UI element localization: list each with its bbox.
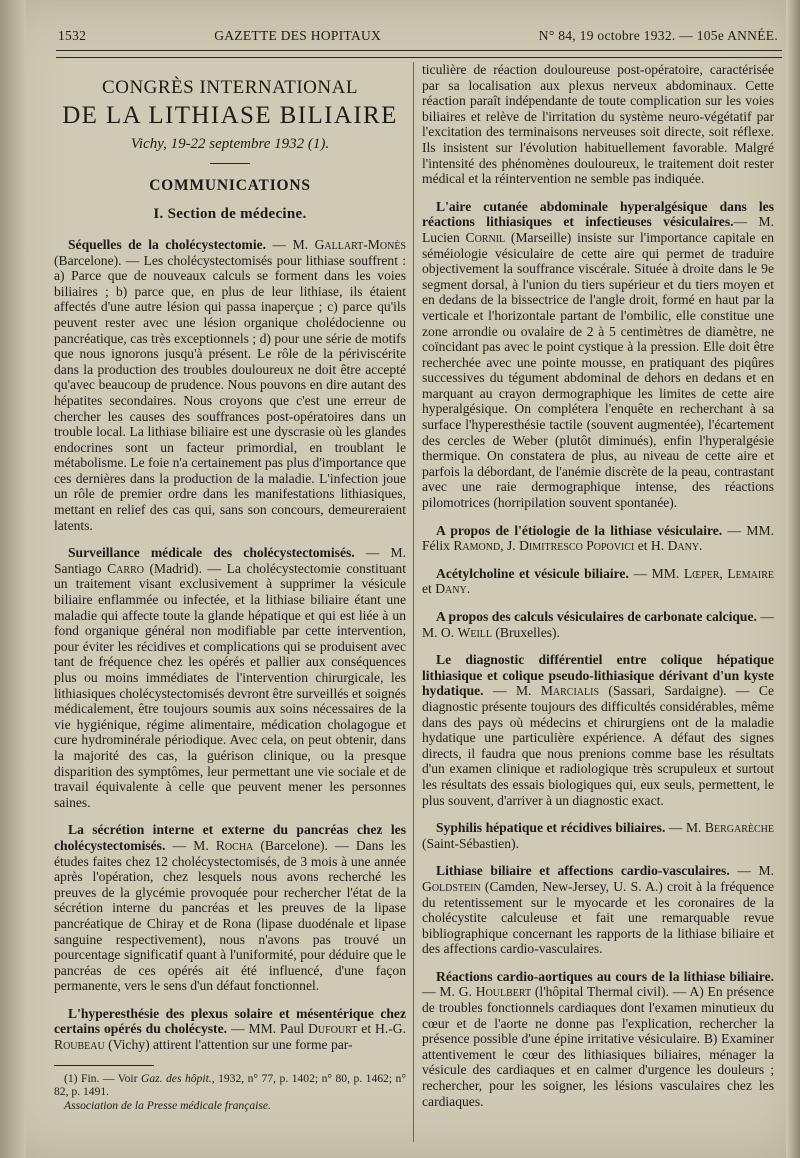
text-run: — M. G.	[422, 984, 476, 1000]
author-name: Houlbert	[475, 984, 532, 1000]
paragraph-title: Lithiase biliaire et affections cardio-vasculaires.	[436, 863, 730, 879]
text-run: — MM. Félix	[422, 522, 774, 554]
author-name: Goldstein	[422, 878, 481, 894]
author-name: Roubeau	[54, 1037, 105, 1053]
communications-heading: COMMUNICATIONS	[149, 176, 311, 194]
author-name: Dany	[667, 538, 700, 554]
paragraph-title: L'aire cutanée abdominale hyperalgésique dans les réactions lithiasiques et infectieuses vésiculaires.	[422, 198, 774, 230]
text-run: — M.	[483, 683, 541, 699]
text-run: (Bruxelles).	[492, 624, 560, 640]
paragraph-body: (Madrid). — La cholécystectomie constituant un traitement visant exclusivement à supprimer la vésicule biliaire enflammée ou infectée, et la lithiase biliaire étant une maladie qui affecte toute la glande hépatique et qui est liée à un fond organique général non modifiable par cette intervention, pour éviter les récidives et complications qui se produisent avec tant de fréquence chez les opérés et pallier aux conséquences plus ou moins immédiates de l'intervention chirurgicale, les lithiasiques cholécystectomisés devront être surveillés et soignés médicalement, être toujours soumis aux soins nécessaires de la vie hygiénique, régime alimentaire, médication cholagogue et cure hydrominérale périodique. Avec cela, on peut obtenir, dans la majorité des cas, la guérison clinique, ou la presque disparition des symptômes, leur permettant une vie sociale et de travail équivalente à celle que peuvent mener les personnes saines.	[54, 560, 406, 810]
journal-abbrev: Gaz. des hôpit.	[140, 1071, 212, 1085]
author-name: Rocha	[215, 837, 254, 853]
text-run: , 1932, n° 77, p. 1402; n° 80, p. 1462; n° 82, p. 1491.	[54, 1071, 406, 1099]
header-rule	[56, 50, 782, 51]
congress-date: Vichy, 19-22 septembre 1932 (1).	[130, 136, 330, 153]
paragraph-aire-cutanee	[422, 199, 774, 511]
section-heading: I. Section de médecine.	[153, 206, 307, 223]
footnote-rule	[54, 1065, 154, 1066]
text-run: — M. Lucien	[422, 214, 774, 245]
paragraph-etiologie	[422, 523, 774, 554]
author-name: Cornil	[465, 229, 506, 245]
author-name: Gallart-Monès	[314, 236, 406, 252]
paragraph-title: Syphilis hépatique et récidives biliaires.	[436, 820, 666, 836]
paragraph-body: (l'hôpital Thermal civil). — A) En présence de troubles fonctionnels cardiaques dont l'examen minutieux du cœur et de l'aorte ne donne pas l'explication, rechercher la présence possible d'une épine irritative vésiculaire. B) Examiner attentivement le cœur des lithiasiques biliaires, ménager la vésicule des cardiaques et en calmer d'urgence les douleurs ; rechercher, pour les soigner, les lésions vasculaires chez les cardiaques.	[422, 984, 775, 1109]
page-edge-right	[786, 0, 800, 1158]
footnote	[54, 1072, 406, 1113]
text-run: — M.	[266, 236, 315, 252]
running-header	[58, 28, 778, 44]
paragraph-sequelles	[54, 237, 406, 533]
page-edge-left	[0, 0, 26, 1158]
paragraph-diagnostic	[422, 652, 774, 808]
paragraph-hyperesthesie	[54, 1006, 406, 1053]
text-run: — M.	[729, 863, 774, 879]
header-rule-thin	[56, 57, 782, 58]
text-run: et	[422, 581, 436, 597]
text-run: , J.	[500, 538, 520, 554]
text-run: .	[699, 538, 703, 554]
paragraph-title: Séquelles de la cholécystectomie.	[68, 236, 267, 252]
column-divider	[413, 62, 414, 1142]
paragraph-title: A propos des calculs vésiculaires de carbonate calcique.	[436, 609, 757, 624]
text-run: (Saint-Sébastien).	[422, 835, 520, 851]
paragraph-title: La sécrétion interne et externe du pancréas chez les cholécystectomisés.	[54, 822, 406, 853]
page-number: 1532	[58, 28, 87, 43]
footnote-reference	[54, 1072, 406, 1099]
text-run: — M. Santiago	[54, 545, 406, 576]
text-run: — M.	[165, 837, 216, 853]
paragraph-body: (Camden, New-Jersey, U. S. A.) croit à la fréquence du retentissement sur le myocarde et les coronaires de la cholécystite calculeuse et fait une remarquable revue bibliographique concernant les rapports de la lithiase biliaire et des affections cardio-vasculaires.	[422, 878, 774, 957]
text-run: — MM. Paul	[227, 1021, 309, 1037]
author-name: Lœper, Lemaire	[683, 565, 775, 581]
author-name: Carro	[107, 560, 144, 576]
paragraph-title: A propos de l'étiologie de la lithiase vésiculaire.	[436, 522, 723, 538]
journal-title: GAZETTE DES HOPITAUX	[214, 28, 382, 43]
author-name: Bergarèche	[704, 820, 774, 836]
text-run: — MM.	[628, 565, 684, 581]
issue-info: N° 84, 19 octobre 1932. — 105e ANNÉE.	[538, 28, 778, 43]
text-run: (1) Fin. — Voir	[64, 1071, 141, 1085]
congress-heading: CONGRÈS INTERNATIONAL	[102, 77, 358, 98]
paragraph-cardio-aortiques	[422, 969, 774, 1109]
paragraph-body: (Sassari, Sardaigne). — Ce diagnostic présente toujours des difficultés considérables, même dans des pays où médecins et chirurgiens ont de la maladie hydatique une particulière expérience. A défaut des signes directs, il faudra que nous prenions comme base les résultats d'un examen clinique et radiologique très scrupuleux et surtout les résultats des essais biologiques qui, eux seuls, permettent, le plus souvent, d'arriver à un diagnostic exact.	[422, 683, 774, 808]
paragraph-calculs	[422, 609, 774, 640]
text-run: et H.	[634, 538, 668, 554]
paragraph-surveillance	[54, 545, 406, 810]
text-run: .	[466, 581, 471, 597]
paragraph-syphilis	[422, 820, 774, 851]
text-run: et H.-G.	[357, 1021, 406, 1037]
paragraph-title: Réactions cardio-aortiques au cours de la lithiase biliaire.	[436, 968, 774, 984]
paragraph-body: (Vichy) attirent l'attention sur une forme par-	[104, 1037, 353, 1053]
paragraph-title: L'hyperesthésie des plexus solaire et mésentérique chez certains opérés du cholécyste.	[54, 1005, 406, 1037]
author-name: Weill	[457, 624, 492, 640]
text-run: — M.	[665, 820, 705, 836]
paragraph-continuation: ticulière de réaction douloureuse post-opératoire, caractérisée par sa localisation aux plexus nerveux abdominaux. Cette réaction paraît indépendante de toute complication sur les voies biliaires et relève de l'irritation du système neuro-végétatif par l'excitation des terminaisons nerveuses soit directe, soit réflexe. Ils insistent sur l'évolution habituellement favorable. Malgré l'intensité des phénomènes douloureux, le traitement doit rester médical et la réintervention ne semble pas indiquée.	[422, 62, 774, 187]
paragraph-pancreas	[54, 822, 406, 994]
right-column	[422, 62, 774, 1109]
author-name: Ramond	[453, 538, 501, 554]
author-name: Marcialis	[540, 683, 600, 699]
paragraph-title: Le diagnostic différentiel entre colique hépatique lithiasique et colique pseudo-lithiasique dérivant d'un kyste hydatique.	[422, 652, 774, 699]
short-divider	[210, 163, 250, 164]
congress-title: DE LA LITHIASE BILIAIRE	[62, 101, 398, 129]
paragraph-cardio-vasculaires	[422, 863, 774, 957]
author-name: Dany	[435, 581, 467, 597]
footnote-association: Association de la Presse médicale française.	[64, 1098, 271, 1112]
paragraph-body: (Barcelone). — Dans les études faites chez 12 cholécystectomisés, de 3 mois à une année après l'opération, chez lesquels nous avons recherché les preuves de la glycémie provoquée pour rechercher l'état de la sécrétion interne du pancréas et les preuves de la lipase pancréatique de Chiray et de Rona (lipase duodénale et lipase sanguine respectivement), nous n'avons pas trouvé un pourcentage significatif quant à l'uniformité, pour déduire que le pancréas de ces opérés ait été influencé, d'une façon permanente, vers le sens d'un défaut fonctionnel.	[54, 837, 406, 994]
author-name: Dimitresco Popovici	[519, 538, 635, 554]
left-column	[54, 62, 406, 1112]
paragraph-title: Acétylcholine et vésicule biliaire.	[436, 565, 629, 581]
paragraph-title: Surveillance médicale des cholécystectomisés.	[68, 545, 355, 561]
author-name: Dufourt	[308, 1021, 358, 1037]
text-run: — M. O.	[422, 609, 774, 640]
paragraph-body: (Barcelone). — Les cholécystectomisés pour lithiase souffrent : a) Parce que de nouveaux calculs se forment dans les voies biliaires ; b) parce que, en plus de leur lithiase, ils étaient affectés d'une autre lésion qui passa inaperçue ; c) parce qu'ils peuvent rester avec une lésion organique cholédocienne ou pancréatique, cas très exceptionnels ; d) pour une série de motifs que nous ignorons jusqu'à présent. Le rôle de la périviscérite dans la production des troubles douloureux ne doit être accepté qu'avec beaucoup de prudence. Nous pouvons en dire autant des hépatites secondaires. Nous croyons que c'est une erreur de chercher les causes des souffrances post-opératoires dans un trouble local. La lithiase biliaire est une dyscrasie où les glandes endocrines sont un facteur primordial, en troublant le métabolisme. Le foie n'a certainement pas plus d'importance que ces dernières dans la production de la maladie. L'infection joue un rôle de premier ordre dans les manifestations lithiasiques, mettant en relief des cas qui, sans son concours, demeureraient latents.	[54, 252, 406, 533]
paragraph-body: (Marseille) insiste sur l'importance capitale en séméiologie vésiculaire de cette aire qui permet de traduire objectivement la souffrance viscérale. Située à droite dans le 9e segment dorsal, à l'union du tiers supérieur et du tiers moyen et en dedans de la bissectrice de l'angle droit, formé en haut par la verticale et l'horizontale partant de l'ombilic, elle constitue une zone arrondie ou ovalaire de 2 à 5 centimètres de diamètre, ne coïncidant pas avec le point cystique à la pression. Elle doit être recherchée avec une pointe mousse, en pratiquant des piqûres successives du tégument abdominal de dehors en dedans et en marquant au crayon dermographique les limites de cette aire hyperalgésique. On complétera l'enquête en recherchant à sa surface l'hyperesthésie tactile (souvent augmentée), l'écartement des cercles de Weber (plutôt diminués), enfin l'hyperalgésie thermique. On constatera de plus, au niveau de cette aire et parfois la débordant, de l'anémie discrète de la peau, contrastant avec une raie dermographique intense, des réactions pilomotrices (horripilation souvent spontanée).	[422, 229, 774, 511]
paragraph-acetylcholine	[422, 566, 774, 597]
